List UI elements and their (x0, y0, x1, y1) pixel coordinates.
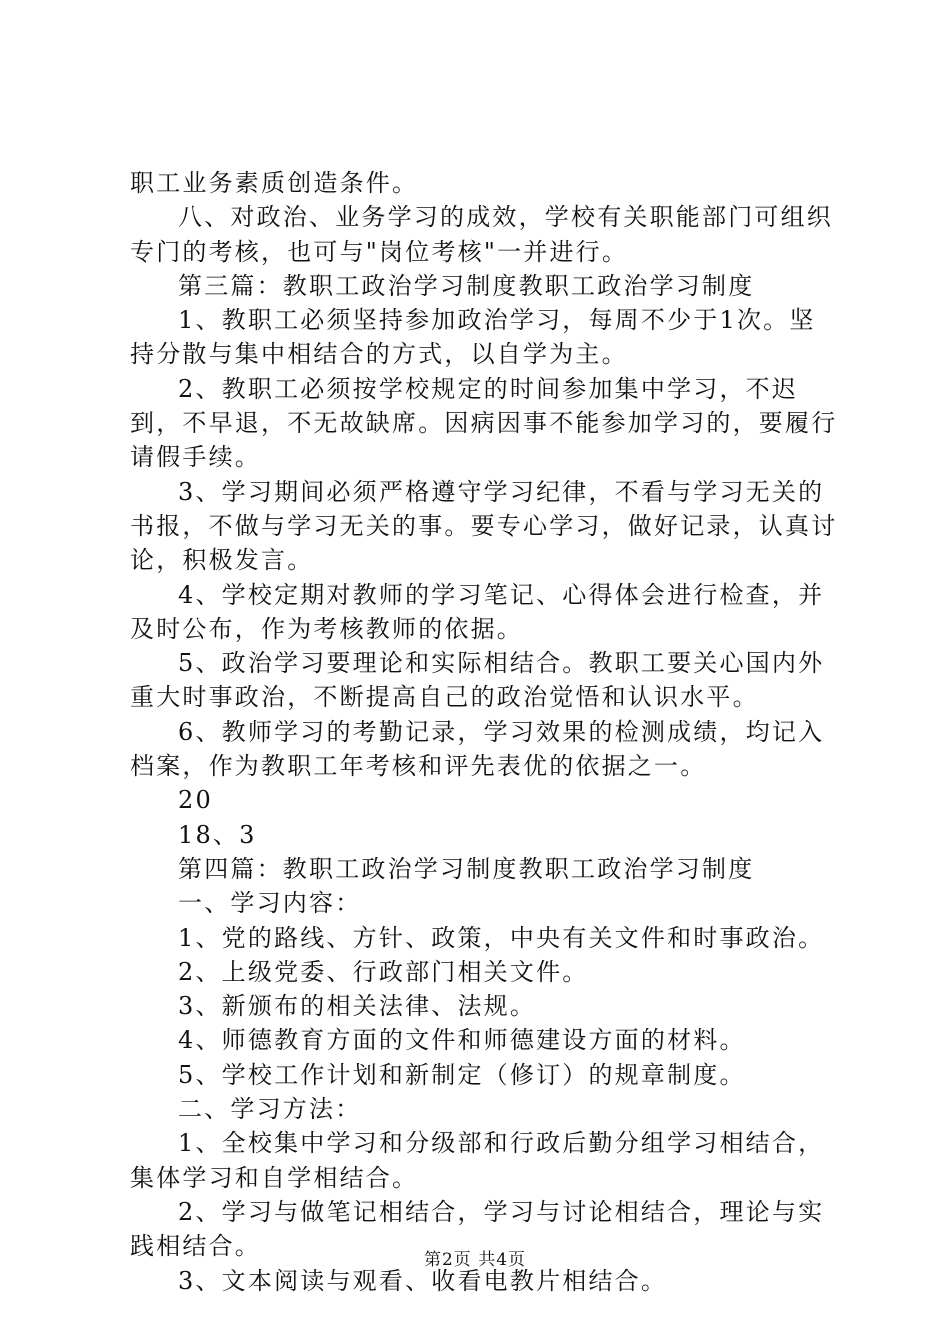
paragraph: 5、政治学习要理论和实际相结合。教职工要关心国内外重大时事政治，不断提高自己的政治觉悟和认识水平。 (130, 649, 825, 712)
paragraph: 4、学校定期对教师的学习笔记、心得体会进行检查，并及时公布，作为考核教师的依据。 (130, 580, 825, 643)
paragraph: 八、对政治、业务学习的成效，学校有关职能部门可组织专门的考核，也可与"岗位考核"一并进行。 (130, 203, 833, 266)
subheading: 一、学习内容： (178, 889, 362, 918)
paragraph: 20 (178, 786, 213, 815)
paragraph: 职工业务素质创造条件。 (130, 169, 419, 197)
paragraph: 1、全校集中学习和分级部和行政后勤分组学习相结合，集体学习和自学相结合。 (130, 1129, 825, 1192)
paragraph: 1、教职工必须坚持参加政治学习，每周不少于1次。坚持分散与集中相结合的方式，以自学为主。 (130, 306, 816, 369)
document-body (130, 166, 840, 1298)
subheading: 二、学习方法： (178, 1095, 362, 1124)
paragraph: 4、师德教育方面的文件和师德建设方面的材料。 (178, 1026, 746, 1055)
paragraph: 5、学校工作计划和新制定（修订）的规章制度。 (178, 1060, 746, 1089)
paragraph: 3、学习期间必须严格遵守学习纪律，不看与学习无关的书报，不做与学习无关的事。要专心学习，做好记录，认真讨论，积极发言。 (130, 477, 838, 575)
paragraph: 18、3 (178, 820, 257, 849)
paragraph: 3、新颁布的相关法律、法规。 (178, 992, 537, 1021)
paragraph: 3、文本阅读与观看、收看电教片相结合。 (178, 1266, 668, 1295)
paragraph: 2、学习与做笔记相结合，学习与讨论相结合，理论与实践相结合。 (130, 1197, 825, 1261)
paragraph: 1、党的路线、方针、政策，中央有关文件和时事政治。 (178, 923, 825, 952)
paragraph: 6、教师学习的考勤记录，学习效果的检测成绩，均记入档案，作为教职工年考核和评先表优的依据之一。 (130, 717, 825, 781)
section-heading: 第三篇：教职工政治学习制度教职工政治学习制度 (178, 271, 755, 300)
page-number: 第2页 共4页 (423, 1250, 527, 1270)
section-heading: 第四篇：教职工政治学习制度教职工政治学习制度 (178, 854, 755, 883)
paragraph: 2、上级党委、行政部门相关文件。 (178, 957, 589, 986)
paragraph: 2、教职工必须按学校规定的时间参加集中学习，不迟到，不早退，不无故缺席。因病因事不能参加学习的，要履行请假手续。 (130, 374, 838, 472)
